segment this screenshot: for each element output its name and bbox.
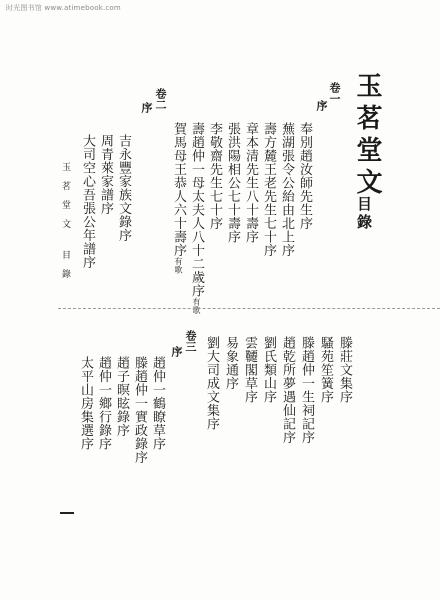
toc-entry[interactable]: 趙子暝眩錄序 <box>114 356 129 437</box>
volume-1-label: 卷一 <box>328 82 341 104</box>
toc-entry[interactable]: 趙乾所夢遇仙記序 <box>280 336 295 444</box>
toc-entry[interactable]: 吉永豐家族文錄序 <box>116 134 131 242</box>
toc-entry[interactable]: 大司空心吾張公年譜序 <box>80 134 95 269</box>
toc-entry[interactable] <box>190 122 203 315</box>
volume-3-label: 卷三 <box>184 330 197 352</box>
toc-entry[interactable]: 雲韆閣草序 <box>242 336 257 404</box>
toc-entry[interactable]: 張洪陽相公七十壽序 <box>225 122 240 244</box>
page-divider <box>58 308 440 309</box>
page-number <box>60 512 74 514</box>
toc-entry[interactable]: 章本清先生八十壽序 <box>243 122 258 244</box>
toc-entry[interactable]: 奉別趙汝師先生序 <box>297 122 312 230</box>
toc-entry[interactable]: 太平山房集選序 <box>78 356 93 451</box>
toc-entry-title: 壽趙仲一母太夫人八十二歲序 <box>189 122 204 298</box>
toc-entry[interactable]: 滕趙仲一實政錄序 <box>132 356 147 464</box>
toc-entry[interactable]: 蕪湖張令公紿由北上序 <box>279 122 294 257</box>
volume-1-section: 序 <box>315 100 328 111</box>
toc-entry[interactable]: 劉大司成文集序 <box>204 336 219 431</box>
toc-entry-note: 有歌 <box>174 257 183 274</box>
volume-2-section: 序 <box>140 102 153 113</box>
toc-entry[interactable]: 壽方麓王老先生七十序 <box>261 122 276 257</box>
footer-book-title: 玉茗堂文 <box>60 162 70 238</box>
toc-entry[interactable]: 劉氏類山序 <box>261 336 276 404</box>
toc-entry[interactable]: 滕趙仲一生祠記序 <box>299 336 314 444</box>
toc-entry[interactable] <box>172 122 185 274</box>
toc-entry[interactable]: 趙仲一鶴瞭草序 <box>150 356 165 451</box>
toc-entry-note: 有歌 <box>192 297 201 315</box>
toc-entry[interactable]: 易象通序 <box>223 336 238 390</box>
toc-entry[interactable]: 趙仲一鄉行錄序 <box>96 356 111 451</box>
toc-entry-title: 賀馬母王恭人六十壽序 <box>171 122 186 257</box>
volume-3-section: 序 <box>170 346 183 357</box>
footer-toc-label: 目錄 <box>60 250 70 288</box>
toc-subtitle: 目錄 <box>355 196 373 232</box>
watermark: 时光图书馆 www.atimebook.com <box>6 4 121 12</box>
toc-entry[interactable]: 周青萊家譜序 <box>98 134 113 215</box>
volume-2-label: 卷二 <box>154 88 167 110</box>
toc-entry[interactable]: 滕莊文集序 <box>337 336 352 404</box>
book-title: 玉茗堂文 <box>352 72 382 200</box>
toc-entry[interactable]: 李敬齋先生七十序 <box>207 122 222 230</box>
toc-entry[interactable]: 騷苑笙簧序 <box>318 336 333 404</box>
